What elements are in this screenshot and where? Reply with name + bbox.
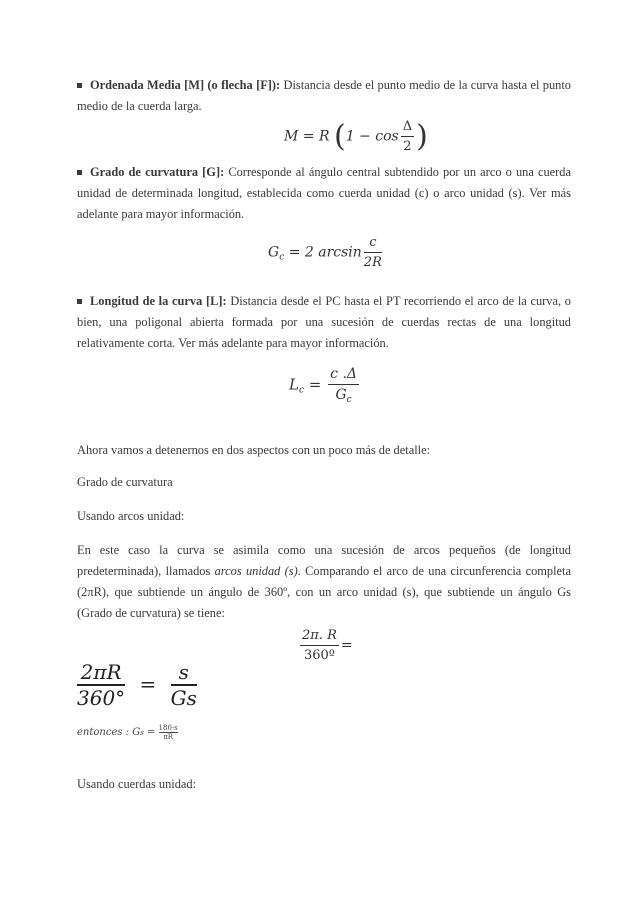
eq-g-den: 2R (363, 255, 382, 270)
paragraph-arcos-unidad (77, 540, 571, 624)
image-eq-then-eq: = (143, 727, 159, 738)
image-eq-equals: = (139, 671, 157, 696)
heading-grado-curvatura: Grado de curvatura (77, 475, 173, 489)
eq-l-fraction (328, 366, 359, 405)
eq-g-fraction (364, 235, 382, 270)
eq-l-equals: = (308, 375, 322, 394)
arcos-text-emphasis: arcos unidad (s) (214, 564, 298, 578)
intro-text: Ahora vamos a detenernos en dos aspectos con un poco más de detalle: (77, 443, 431, 457)
term-grado-curvatura: Grado de curvatura [G]: (90, 165, 225, 179)
equation-grado-curvatura (268, 235, 384, 270)
term-longitud-curva: Longitud de la curva [L]: (90, 294, 227, 308)
image-eq-then-sub: s (140, 729, 144, 737)
image-eq-left-den: 360° (77, 686, 126, 710)
eq-m-num: Δ (401, 119, 414, 137)
paragraph-grado-curvatura (77, 162, 571, 225)
paragraph-longitud-curva (77, 291, 571, 354)
eq-m-fraction (401, 119, 414, 154)
eq-l-lhs: L (289, 375, 299, 394)
definition-longitud-curva: Distancia desde el PC hasta el PT recorriendo el arco de la curva, o bien, una poligonal abierta formada por una sucesión de cuerdas rectas de una longitud relativamente corta. Ver más adelante para mayor información. (77, 294, 571, 350)
eq-m-inner: 1 − cos (345, 128, 399, 145)
eq-arc-equals: = (340, 637, 353, 654)
eq-g-lhs-sub: c (279, 252, 285, 263)
image-eq-main (77, 660, 197, 710)
eq-l-den-main: G (335, 387, 347, 403)
eq-l-den-sub: c (346, 395, 352, 405)
bullet-icon (77, 83, 82, 88)
image-eq-then-label: entonces : G (77, 727, 141, 738)
eq-arc-fraction (300, 628, 339, 663)
paren-close: ) (416, 119, 428, 154)
eq-m-lhs: M = R (284, 128, 330, 145)
eq-arc-num: 2π. R (300, 628, 339, 646)
image-eq-then (77, 724, 197, 741)
heading-cuerdas-unidad: Usando cuerdas unidad: (77, 777, 197, 791)
eq-m-den: 2 (403, 139, 412, 154)
image-eq-left-fraction (77, 660, 125, 710)
equation-arc-ratio (298, 628, 353, 663)
image-eq-right-fraction (171, 660, 197, 710)
arcos-text-part2: . Comparando el arco de una circunferencia completa (2πR), que subtiende un ángulo de 360º, con un arco unidad (s), que subtiende un ángulo Gs (Grado de curvatura) se tiene: (77, 564, 571, 620)
equation-image (77, 660, 197, 741)
definition-grado-curvatura: Corresponde al ángulo central subtendido por un arco o una cuerda unidad de determinada longitud, establecida como cuerda unidad (c) o arco unidad (s). Ver más adelante para mayor información. (77, 165, 571, 221)
eq-l-num: c .Δ (328, 366, 359, 385)
image-eq-left-num: 2πR (77, 660, 125, 686)
definition-ordenada-media: Distancia desde el punto medio de la curva hasta el punto medio de la cuerda larga. (77, 78, 571, 113)
image-eq-then-fraction (159, 724, 178, 741)
eq-l-lhs-sub: c (298, 385, 305, 396)
eq-l-den (328, 385, 359, 405)
term-ordenada-media: Ordenada Media [M] (o flecha [F]): (90, 78, 281, 92)
equation-ordenada-media (284, 119, 428, 154)
paren-open: ( (333, 119, 346, 154)
heading-arcos-unidad: Usando arcos unidad: (77, 509, 185, 523)
bullet-icon (77, 170, 82, 175)
paragraph-ordenada-media (77, 75, 571, 117)
image-eq-then-num: 180·s (158, 724, 178, 732)
image-eq-right-num: s (171, 660, 197, 686)
image-eq-right-den: Gs (170, 686, 197, 710)
arcos-text-part1: En este caso la curva se asimila como una sucesión de arcos pequeños (de longitud predeterminada), llamados (77, 543, 571, 578)
eq-g-rhs: = 2 arcsin (288, 244, 362, 261)
eq-g-num: c (364, 235, 382, 253)
equation-longitud-curva (289, 366, 361, 405)
eq-g-lhs: G (268, 244, 280, 261)
image-eq-then-den: πR (163, 733, 174, 741)
eq-arc-den: 360º (303, 648, 335, 663)
bullet-icon (77, 299, 82, 304)
